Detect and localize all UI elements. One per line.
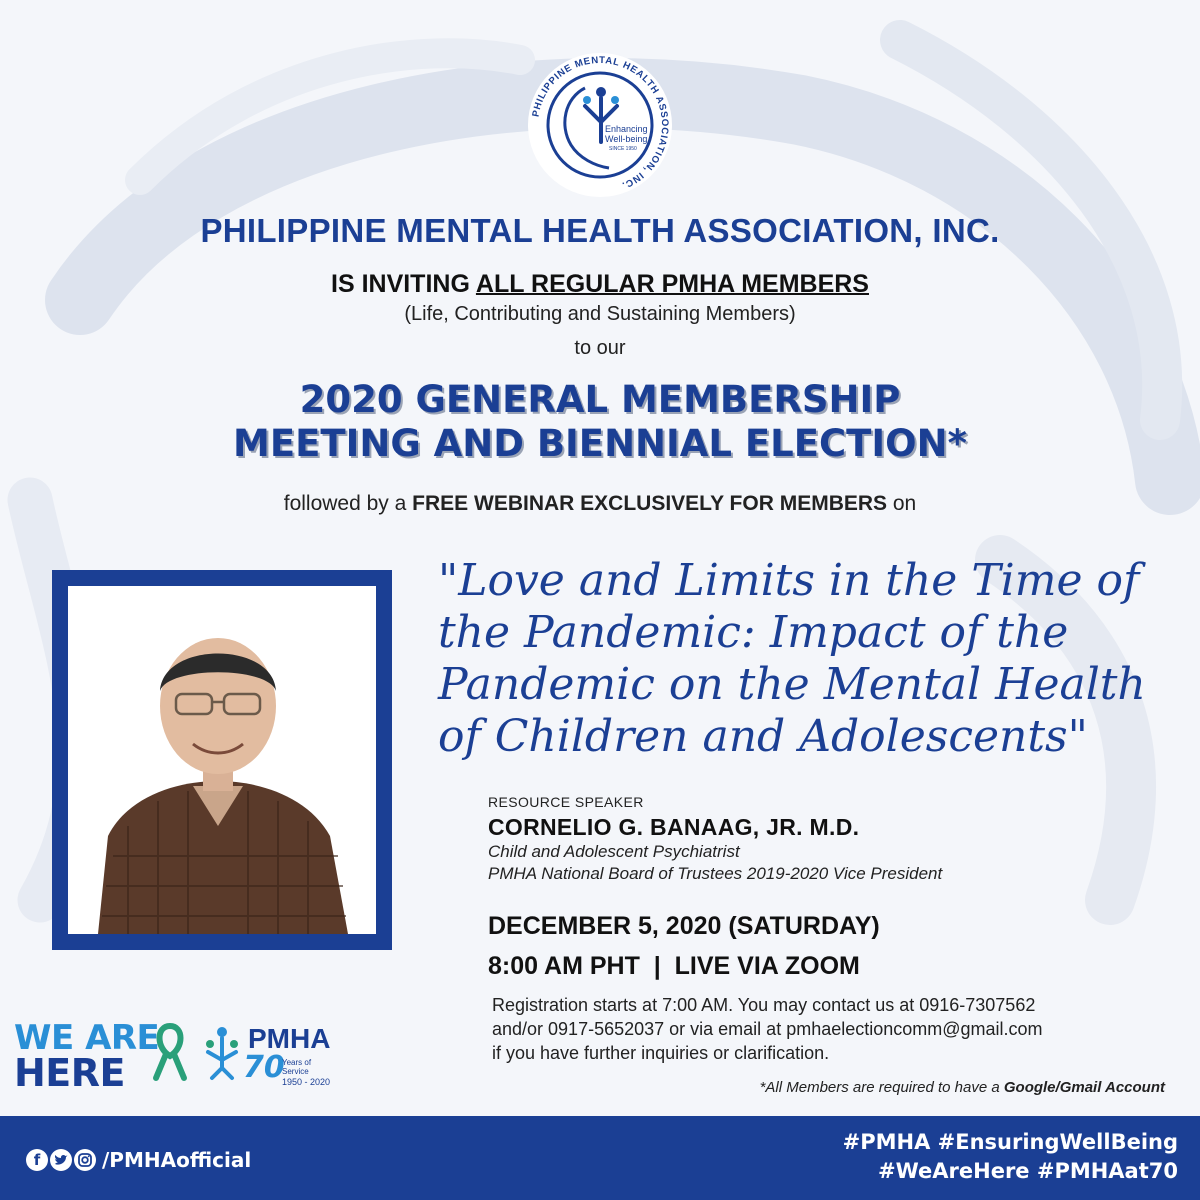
logo-ring-text: PHILIPPINE MENTAL HEALTH ASSOCIATION, INC. xyxy=(530,54,671,191)
webinar-intro-prefix: followed by a xyxy=(283,492,413,515)
organization-title: PHILIPPINE MENTAL HEALTH ASSOCIATION, INC. xyxy=(200,212,1000,249)
instagram-icon[interactable] xyxy=(74,1149,96,1171)
social-handle[interactable]: /PMHAofficial xyxy=(102,1148,252,1172)
account-note-prefix: *All Members are required to have a xyxy=(759,1079,1004,1096)
webinar-title-line: of Children and Adolescents" xyxy=(438,711,1088,762)
webinar-intro-suffix: on xyxy=(887,492,917,515)
speaker-name: CORNELIO G. BANAAG, JR. M.D. xyxy=(488,814,860,840)
speaker-role: Child and Adolescent Psychiatrist xyxy=(488,842,740,861)
webinar-title xyxy=(438,555,1178,763)
speaker-portrait-icon xyxy=(68,586,376,934)
account-note-emphasis: Google/Gmail Account xyxy=(1003,1079,1165,1096)
pmha-70-number: 70 xyxy=(243,1050,285,1085)
webinar-title-line: the Pandemic: Impact of the xyxy=(438,607,1069,658)
hashtags-line-1: #PMHA #EnsuringWellBeing xyxy=(842,1130,1178,1154)
webinar-title-line: "Love and Limits in the Time of xyxy=(438,555,1140,606)
invite-line xyxy=(0,270,1200,299)
meeting-title xyxy=(0,378,1200,466)
webinar-intro-emphasis: FREE WEBINAR EXCLUSIVELY FOR MEMBERS xyxy=(412,492,888,515)
facebook-icon[interactable]: f xyxy=(26,1149,48,1171)
speaker-position: PMHA National Board of Trustees 2019-2020 Vice President xyxy=(488,864,943,883)
member-types: (Life, Contributing and Sustaining Members) xyxy=(404,303,796,325)
pmha-70-word: PMHA xyxy=(248,1023,331,1054)
pmha-70-years: Years of Service xyxy=(282,1058,312,1076)
registration-line: if you have further inquiries or clarification. xyxy=(492,1043,830,1063)
logo-tagline-2: Well-being xyxy=(605,134,648,144)
logo-tagline-1: Enhancing xyxy=(605,124,648,134)
meeting-title-line-2: MEETING AND BIENNIAL ELECTION* xyxy=(233,422,967,465)
hashtags-line-2: #WeAreHere #PMHAat70 xyxy=(878,1159,1178,1183)
invite-prefix: IS INVITING xyxy=(331,270,476,298)
speaker-photo-frame xyxy=(52,570,392,950)
meeting-title-line-1: 2020 GENERAL MEMBERSHIP xyxy=(299,378,901,421)
registration-line: and/or 0917-5652037 or via email at pmhaelectioncomm@gmail.com xyxy=(492,1019,1043,1039)
webinar-intro xyxy=(0,492,1200,516)
we-are-text: WE ARE xyxy=(14,1018,160,1058)
to-our-text: to our xyxy=(574,337,626,359)
pmha-logo xyxy=(525,50,675,200)
registration-line: Registration starts at 7:00 AM. You may contact us at 0916-7307562 xyxy=(492,995,1036,1015)
speaker-photo xyxy=(68,586,376,934)
invite-emphasis: ALL REGULAR PMHA MEMBERS xyxy=(475,270,869,298)
event-time: 8:00 AM PHT | LIVE VIA ZOOM xyxy=(488,952,860,980)
resource-speaker-label: RESOURCE SPEAKER xyxy=(488,794,644,810)
account-note xyxy=(620,1079,1165,1096)
social-links xyxy=(26,1148,251,1172)
event-date: DECEMBER 5, 2020 (SATURDAY) xyxy=(488,912,880,940)
registration-info xyxy=(492,993,1182,1065)
twitter-icon[interactable] xyxy=(50,1149,72,1171)
hashtags xyxy=(843,1128,1178,1186)
logo-since: SINCE 1950 xyxy=(609,146,637,152)
webinar-title-line: Pandemic on the Mental Health xyxy=(438,659,1146,710)
here-text: HERE xyxy=(14,1051,125,1095)
pmha-70-range: 1950 - 2020 xyxy=(282,1077,331,1087)
ribbon-icon xyxy=(152,1022,188,1082)
